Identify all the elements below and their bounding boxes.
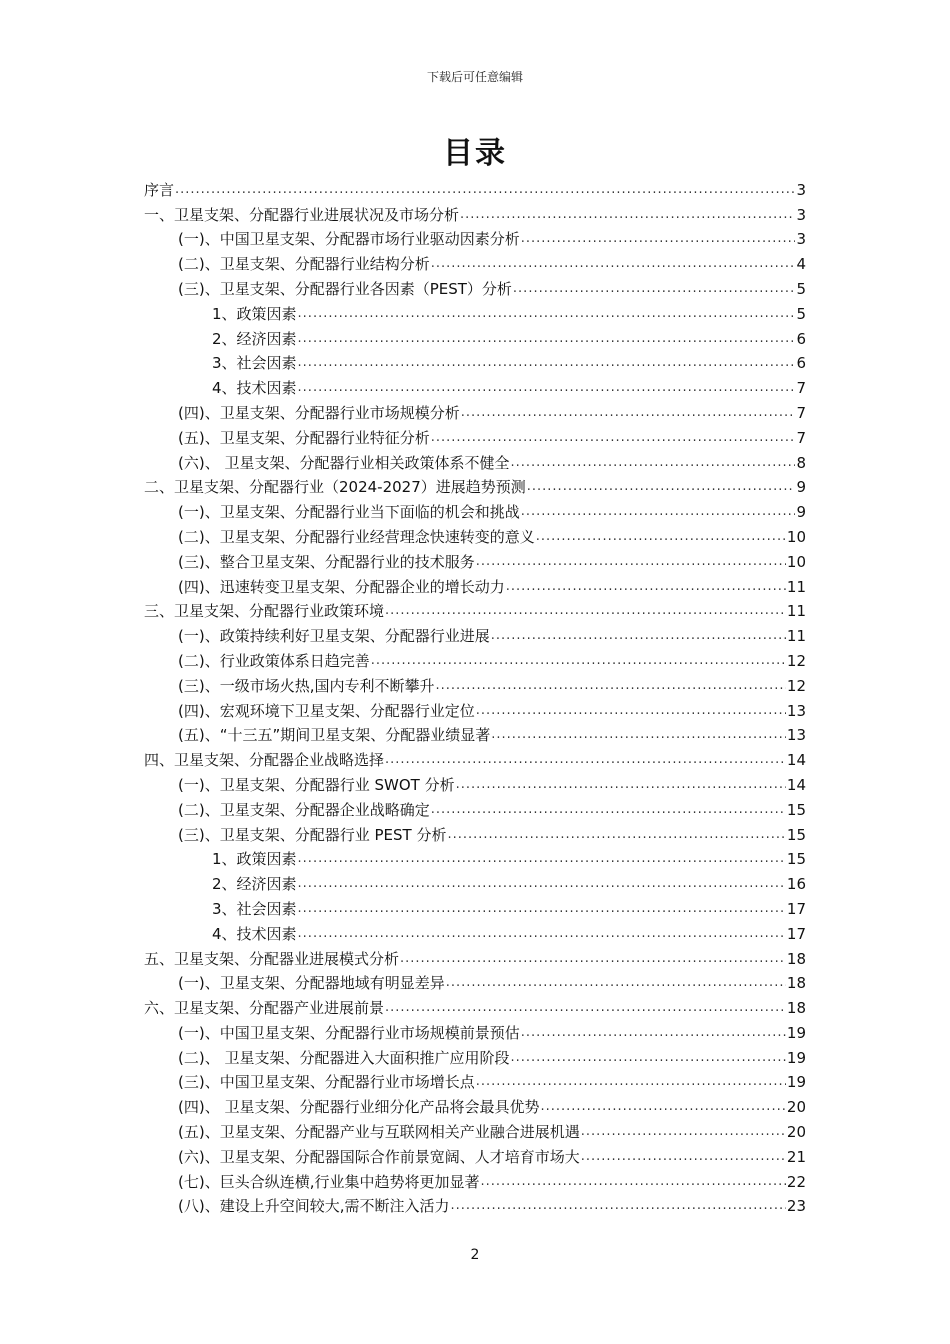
toc-entry[interactable] xyxy=(144,572,806,597)
toc-entry-page: 13 xyxy=(786,701,806,720)
toc-entry-text: 四、卫星支架、分配器企业战略选择 xyxy=(144,751,385,770)
toc-entry-page: 13 xyxy=(786,726,806,745)
toc-entry[interactable] xyxy=(144,745,806,770)
toc-entry[interactable] xyxy=(144,894,806,919)
toc-entry-text: (四)、卫星支架、分配器行业市场规模分析 xyxy=(178,403,460,422)
toc-entry-text: (二)、卫星支架、分配器行业结构分析 xyxy=(178,255,430,274)
toc-entry[interactable] xyxy=(144,969,806,994)
toc-entry-text: (二)、 卫星支架、分配器进入大面积推广应用阶段 xyxy=(178,1048,510,1067)
toc-entry-text: 3、社会因素 xyxy=(212,354,297,373)
toc-entry-page: 5 xyxy=(796,279,806,298)
toc-entry-text: (七)、巨头合纵连横,行业集中趋势将更加显著 xyxy=(178,1172,480,1191)
toc-entry-text: (二)、行业政策体系日趋完善 xyxy=(178,651,370,670)
toc-entry-text: (五)、“十三五”期间卫星支架、分配器业绩显著 xyxy=(178,726,491,745)
toc-entry-text: (三)、卫星支架、分配器行业 PEST 分析 xyxy=(178,825,447,844)
toc-leader-dots xyxy=(298,378,796,398)
toc-entry-text: 3、社会因素 xyxy=(212,899,297,918)
toc-leader-dots xyxy=(298,329,796,349)
toc-entry[interactable] xyxy=(144,324,806,349)
toc-entry-page: 6 xyxy=(796,329,806,348)
toc-leader-dots xyxy=(298,874,786,894)
toc-entry-page: 17 xyxy=(786,924,806,943)
toc-entry-page: 18 xyxy=(786,974,806,993)
toc-leader-dots xyxy=(431,428,796,448)
toc-leader-dots xyxy=(385,601,786,621)
toc-entry-text: (六)、卫星支架、分配器国际合作前景宽阔、人才培育市场大 xyxy=(178,1147,580,1166)
toc-entry-page: 12 xyxy=(786,651,806,670)
toc-entry-page: 12 xyxy=(786,676,806,695)
toc-entry-text: (一)、卫星支架、分配器行业当下面临的机会和挑战 xyxy=(178,503,520,522)
toc-entry-text: 序言 xyxy=(144,180,175,199)
toc-entry[interactable] xyxy=(144,373,806,398)
toc-leader-dots xyxy=(461,403,796,423)
toc-entry-page: 4 xyxy=(796,255,806,274)
toc-entry-text: (八)、建设上升空间较大,需不断注入活力 xyxy=(178,1197,450,1216)
toc-entry-page: 17 xyxy=(786,899,806,918)
toc-entry-page: 18 xyxy=(786,999,806,1018)
toc-entry-page: 8 xyxy=(796,453,806,472)
toc-leader-dots xyxy=(581,1122,786,1142)
toc-leader-dots xyxy=(447,825,785,845)
toc-entry-page: 14 xyxy=(786,751,806,770)
toc-entry[interactable] xyxy=(144,621,806,646)
toc-entry[interactable] xyxy=(144,423,806,448)
toc-leader-dots xyxy=(431,254,796,274)
toc-entry-page: 15 xyxy=(786,850,806,869)
toc-leader-dots xyxy=(400,949,786,969)
toc-entry[interactable] xyxy=(144,919,806,944)
toc-entry-page: 6 xyxy=(796,354,806,373)
toc-leader-dots xyxy=(476,701,786,721)
toc-entry-text: (四)、迅速转变卫星支架、分配器企业的增长动力 xyxy=(178,577,505,596)
toc-leader-dots xyxy=(510,453,795,473)
toc-entry[interactable] xyxy=(144,225,806,250)
toc-entry[interactable] xyxy=(144,944,806,969)
toc-leader-dots xyxy=(298,353,796,373)
toc-leader-dots xyxy=(521,1023,786,1043)
toc-entry[interactable] xyxy=(144,869,806,894)
toc-entry[interactable] xyxy=(144,671,806,696)
toc-entry-page: 23 xyxy=(786,1197,806,1216)
toc-entry-page: 16 xyxy=(786,875,806,894)
toc-entry-page: 3 xyxy=(796,205,806,224)
toc-leader-dots xyxy=(371,651,786,671)
toc-entry-text: (二)、卫星支架、分配器行业经营理念快速转变的意义 xyxy=(178,527,535,546)
toc-title: 目录 xyxy=(443,136,507,171)
toc-entry-text: (五)、卫星支架、分配器行业特征分析 xyxy=(178,428,430,447)
toc-entry-text: (三)、卫星支架、分配器行业各因素（PEST）分析 xyxy=(178,279,512,298)
toc-entry-page: 5 xyxy=(796,304,806,323)
toc-leader-dots xyxy=(506,577,786,597)
toc-entry[interactable] xyxy=(144,993,806,1018)
toc-entry-text: (三)、一级市场火热,国内专利不断攀升 xyxy=(178,676,435,695)
toc-entry[interactable] xyxy=(144,522,806,547)
toc-entry-page: 10 xyxy=(786,552,806,571)
toc-entry-text: (一)、政策持续利好卫星支架、分配器行业进展 xyxy=(178,627,490,646)
toc-entry[interactable] xyxy=(144,1092,806,1117)
toc-entry-text: 三、卫星支架、分配器行业政策环境 xyxy=(144,602,385,621)
toc-entry-text: 2、经济因素 xyxy=(212,875,297,894)
toc-entry-page: 15 xyxy=(786,825,806,844)
toc-leader-dots xyxy=(385,998,786,1018)
toc-entry-text: (一)、中国卫星支架、分配器市场行业驱动因素分析 xyxy=(178,230,520,249)
toc-entry[interactable] xyxy=(144,249,806,274)
toc-entry-page: 20 xyxy=(786,1098,806,1117)
toc-entry[interactable] xyxy=(144,299,806,324)
toc-leader-dots xyxy=(491,725,786,745)
toc-leader-dots xyxy=(460,205,795,225)
toc-entry-page: 18 xyxy=(786,949,806,968)
toc-entry-page: 19 xyxy=(786,1023,806,1042)
toc-entry[interactable] xyxy=(144,820,806,845)
toc-leader-dots xyxy=(175,180,795,200)
toc-leader-dots xyxy=(513,279,796,299)
toc-entry-text: 2、经济因素 xyxy=(212,329,297,348)
toc-entry[interactable] xyxy=(144,1192,806,1217)
toc-entry-page: 11 xyxy=(786,602,806,621)
toc-entry-page: 19 xyxy=(786,1048,806,1067)
toc-leader-dots xyxy=(540,1097,785,1117)
toc-entry-page: 20 xyxy=(786,1123,806,1142)
toc-entry-text: (三)、中国卫星支架、分配器行业市场增长点 xyxy=(178,1073,475,1092)
toc-entry-text: 二、卫星支架、分配器行业（2024-2027）进展趋势预测 xyxy=(144,478,526,497)
toc-entry[interactable] xyxy=(144,274,806,299)
toc-entry-text: (一)、卫星支架、分配器地域有明显差异 xyxy=(178,974,445,993)
table-of-contents xyxy=(144,175,806,1216)
toc-entry-text: 一、卫星支架、分配器行业进展状况及市场分析 xyxy=(144,205,460,224)
toc-entry-text: 五、卫星支架、分配器业进展模式分析 xyxy=(144,949,400,968)
toc-entry[interactable] xyxy=(144,646,806,671)
page-number: 2 xyxy=(470,1247,480,1263)
toc-entry-text: 4、技术因素 xyxy=(212,379,297,398)
toc-leader-dots xyxy=(431,800,786,820)
toc-entry-text: (四)、宏观环境下卫星支架、分配器行业定位 xyxy=(178,701,475,720)
toc-entry[interactable] xyxy=(144,1167,806,1192)
toc-entry[interactable] xyxy=(144,795,806,820)
toc-leader-dots xyxy=(456,775,786,795)
toc-entry-text: (四)、 卫星支架、分配器行业细分化产品将会最具优势 xyxy=(178,1098,540,1117)
toc-entry-text: (二)、卫星支架、分配器企业战略确定 xyxy=(178,800,430,819)
toc-leader-dots xyxy=(536,527,786,547)
toc-entry-page: 14 xyxy=(786,775,806,794)
toc-entry[interactable] xyxy=(144,770,806,795)
toc-entry-text: 4、技术因素 xyxy=(212,924,297,943)
toc-entry-text: (一)、卫星支架、分配器行业 SWOT 分析 xyxy=(178,775,455,794)
toc-entry-text: 六、卫星支架、分配器产业进展前景 xyxy=(144,999,385,1018)
toc-entry-text: 1、政策因素 xyxy=(212,850,297,869)
toc-entry[interactable] xyxy=(144,597,806,622)
toc-entry[interactable] xyxy=(144,448,806,473)
toc-leader-dots xyxy=(298,924,786,944)
toc-entry[interactable] xyxy=(144,1117,806,1142)
toc-entry-page: 3 xyxy=(796,180,806,199)
toc-entry[interactable] xyxy=(144,1043,806,1068)
toc-entry-text: (三)、整合卫星支架、分配器行业的技术服务 xyxy=(178,552,475,571)
toc-leader-dots xyxy=(298,304,796,324)
toc-leader-dots xyxy=(480,1172,785,1192)
toc-leader-dots xyxy=(491,626,786,646)
toc-entry[interactable] xyxy=(144,1142,806,1167)
toc-leader-dots xyxy=(476,552,786,572)
toc-leader-dots xyxy=(476,1072,786,1092)
toc-leader-dots xyxy=(521,502,796,522)
toc-entry[interactable] xyxy=(144,497,806,522)
toc-entry[interactable] xyxy=(144,175,806,200)
toc-entry[interactable] xyxy=(144,1068,806,1093)
toc-leader-dots xyxy=(521,229,796,249)
toc-entry[interactable] xyxy=(144,547,806,572)
toc-entry-page: 21 xyxy=(786,1147,806,1166)
header-note: 下载后可任意编辑 xyxy=(426,70,523,84)
toc-entry-page: 15 xyxy=(786,800,806,819)
toc-entry-text: 1、政策因素 xyxy=(212,304,297,323)
toc-entry-page: 3 xyxy=(796,230,806,249)
toc-entry-text: (六)、 卫星支架、分配器行业相关政策体系不健全 xyxy=(178,453,510,472)
toc-entry-page: 9 xyxy=(796,503,806,522)
toc-entry-page: 10 xyxy=(786,527,806,546)
toc-entry-text: (五)、卫星支架、分配器产业与互联网相关产业融合进展机遇 xyxy=(178,1123,580,1142)
toc-entry[interactable] xyxy=(144,398,806,423)
toc-entry-page: 7 xyxy=(796,403,806,422)
toc-entry[interactable] xyxy=(144,696,806,721)
toc-entry-page: 19 xyxy=(786,1073,806,1092)
toc-leader-dots xyxy=(298,899,786,919)
toc-leader-dots xyxy=(435,676,785,696)
toc-entry[interactable] xyxy=(144,473,806,498)
toc-leader-dots xyxy=(581,1147,786,1167)
toc-entry-page: 9 xyxy=(796,478,806,497)
toc-leader-dots xyxy=(527,477,796,497)
toc-entry[interactable] xyxy=(144,200,806,225)
toc-entry-page: 7 xyxy=(796,379,806,398)
toc-entry[interactable] xyxy=(144,1018,806,1043)
toc-entry-page: 11 xyxy=(786,627,806,646)
toc-entry[interactable] xyxy=(144,721,806,746)
toc-entry-text: (一)、中国卫星支架、分配器行业市场规模前景预估 xyxy=(178,1023,520,1042)
toc-leader-dots xyxy=(510,1048,785,1068)
toc-entry[interactable] xyxy=(144,845,806,870)
toc-entry-page: 22 xyxy=(786,1172,806,1191)
toc-leader-dots xyxy=(298,849,786,869)
toc-entry[interactable] xyxy=(144,349,806,374)
toc-leader-dots xyxy=(446,973,786,993)
toc-entry-page: 11 xyxy=(786,577,806,596)
toc-entry-page: 7 xyxy=(796,428,806,447)
toc-leader-dots xyxy=(385,750,786,770)
toc-leader-dots xyxy=(450,1196,785,1216)
